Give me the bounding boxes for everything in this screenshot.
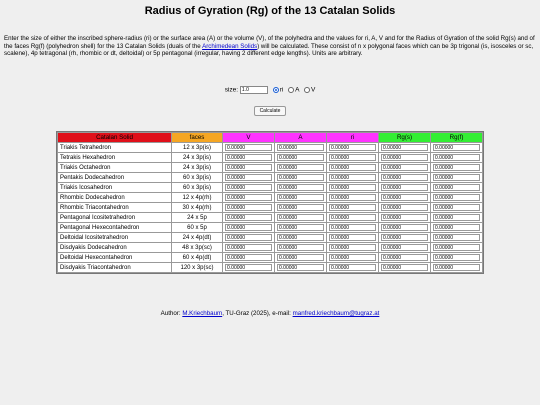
rg-f-value-field[interactable]: 0.00000 xyxy=(433,224,480,231)
rg-s-cell xyxy=(379,223,430,232)
results-table xyxy=(56,131,484,274)
table-row xyxy=(58,253,482,262)
ri-cell xyxy=(327,243,378,252)
table-row xyxy=(58,233,482,242)
rg-f-cell xyxy=(431,253,482,262)
rg-s-value-field[interactable]: 0.00000 xyxy=(381,174,428,181)
rg-f-value-field[interactable]: 0.00000 xyxy=(433,244,480,251)
a-cell xyxy=(275,163,326,172)
a-cell xyxy=(275,143,326,152)
faces-cell: 12 x 4p(rh) xyxy=(172,193,222,202)
v-cell xyxy=(223,173,274,182)
table-row xyxy=(58,243,482,252)
solid-name-cell: Pentakis Dodecahedron xyxy=(58,173,171,182)
author-label: Author: xyxy=(160,310,181,317)
ri-value-field[interactable]: 0.00000 xyxy=(329,254,376,261)
radio-v-label: V xyxy=(310,86,316,94)
ri-value-field[interactable]: 0.00000 xyxy=(329,244,376,251)
rg-s-value-field[interactable]: 0.00000 xyxy=(381,154,428,161)
ri-cell xyxy=(327,183,378,192)
a-value-field[interactable]: 0.00000 xyxy=(277,264,324,271)
rg-s-cell xyxy=(379,263,430,272)
size-input[interactable] xyxy=(240,86,268,94)
table-row xyxy=(58,193,482,202)
rg-s-cell xyxy=(379,163,430,172)
table-row xyxy=(58,213,482,222)
v-cell xyxy=(223,243,274,252)
v-cell xyxy=(223,213,274,222)
v-value-field[interactable]: 0.00000 xyxy=(225,144,272,151)
rg-s-value-field[interactable]: 0.00000 xyxy=(381,224,428,231)
v-cell xyxy=(223,203,274,212)
solid-name-cell: Disdyakis Triacontahedron xyxy=(58,263,171,272)
rg-f-cell xyxy=(431,223,482,232)
rg-f-cell xyxy=(431,213,482,222)
rg-s-cell xyxy=(379,233,430,242)
radio-v[interactable] xyxy=(304,87,310,93)
faces-cell: 120 x 3p(sc) xyxy=(172,263,222,272)
solid-name-cell: Deltoidal Hexecontahedron xyxy=(58,253,171,262)
rg-s-value-field[interactable]: 0.00000 xyxy=(381,234,428,241)
author-footer xyxy=(0,310,540,317)
faces-cell: 24 x 3p(is) xyxy=(172,163,222,172)
v-cell xyxy=(223,233,274,242)
table-row xyxy=(58,263,482,272)
rg-s-cell xyxy=(379,173,430,182)
faces-cell: 48 x 3p(sc) xyxy=(172,243,222,252)
rg-f-cell xyxy=(431,173,482,182)
rg-s-cell xyxy=(379,153,430,162)
ri-value-field[interactable]: 0.00000 xyxy=(329,174,376,181)
v-value-field[interactable]: 0.00000 xyxy=(225,174,272,181)
a-value-field[interactable]: 0.00000 xyxy=(277,234,324,241)
rg-s-cell xyxy=(379,203,430,212)
header-ri: ri xyxy=(327,133,378,142)
v-value-field[interactable]: 0.00000 xyxy=(225,224,272,231)
rg-f-value-field[interactable]: 0.00000 xyxy=(433,194,480,201)
rg-f-value-field[interactable]: 0.00000 xyxy=(433,154,480,161)
a-value-field[interactable]: 0.00000 xyxy=(277,244,324,251)
table-row xyxy=(58,153,482,162)
v-cell xyxy=(223,163,274,172)
ri-value-field[interactable]: 0.00000 xyxy=(329,194,376,201)
a-value-field[interactable]: 0.00000 xyxy=(277,144,324,151)
table-body xyxy=(58,143,482,272)
ri-value-field[interactable]: 0.00000 xyxy=(329,204,376,211)
rg-f-value-field[interactable]: 0.00000 xyxy=(433,264,480,271)
header-catalan-solid: Catalan Solid xyxy=(58,133,171,142)
solid-name-cell: Triakis Tetrahedron xyxy=(58,143,171,152)
a-cell xyxy=(275,223,326,232)
v-value-field[interactable]: 0.00000 xyxy=(225,264,272,271)
v-cell xyxy=(223,263,274,272)
rg-s-value-field[interactable]: 0.00000 xyxy=(381,214,428,221)
ri-value-field[interactable]: 0.00000 xyxy=(329,144,376,151)
v-value-field[interactable]: 0.00000 xyxy=(225,254,272,261)
rg-f-value-field[interactable]: 0.00000 xyxy=(433,144,480,151)
a-cell xyxy=(275,183,326,192)
faces-cell: 60 x 5p xyxy=(172,223,222,232)
archimedean-solids-link[interactable]: Archimedean Solids xyxy=(202,42,258,50)
faces-cell: 12 x 3p(is) xyxy=(172,143,222,152)
ri-cell xyxy=(327,253,378,262)
v-cell xyxy=(223,193,274,202)
rg-f-cell xyxy=(431,183,482,192)
rg-f-cell xyxy=(431,263,482,272)
rg-s-cell xyxy=(379,143,430,152)
a-value-field[interactable]: 0.00000 xyxy=(277,204,324,211)
rg-s-value-field[interactable]: 0.00000 xyxy=(381,194,428,201)
rg-f-value-field[interactable]: 0.00000 xyxy=(433,164,480,171)
v-value-field[interactable]: 0.00000 xyxy=(225,194,272,201)
ri-cell xyxy=(327,203,378,212)
ri-cell xyxy=(327,173,378,182)
rg-s-value-field[interactable]: 0.00000 xyxy=(381,254,428,261)
header-rg-f: Rg(f) xyxy=(431,133,482,142)
faces-cell: 60 x 3p(is) xyxy=(172,173,222,182)
a-cell xyxy=(275,233,326,242)
rg-s-value-field[interactable]: 0.00000 xyxy=(381,164,428,171)
rg-f-cell xyxy=(431,153,482,162)
table-row xyxy=(58,183,482,192)
solid-name-cell: Rhombic Triacontahedron xyxy=(58,203,171,212)
solid-name-cell: Pentagonal Icositetrahedron xyxy=(58,213,171,222)
rg-f-cell xyxy=(431,193,482,202)
rg-f-cell xyxy=(431,143,482,152)
rg-f-cell xyxy=(431,233,482,242)
ri-cell xyxy=(327,163,378,172)
page-title: Radius of Gyration (Rg) of the 13 Catalan Solids xyxy=(144,5,396,17)
faces-cell: 60 x 3p(is) xyxy=(172,183,222,192)
a-cell xyxy=(275,253,326,262)
email-link[interactable]: manfred.kriechbaum@tugraz.at xyxy=(292,310,380,317)
radio-ri-label: ri xyxy=(279,86,284,94)
affiliation-text: , TU-Graz (2025), e-mail: xyxy=(222,310,291,317)
faces-cell: 24 x 5p xyxy=(172,213,222,222)
solid-name-cell: Triakis Octahedron xyxy=(58,163,171,172)
rg-s-cell xyxy=(379,213,430,222)
a-value-field[interactable]: 0.00000 xyxy=(277,254,324,261)
header-a: A xyxy=(275,133,326,142)
ri-cell xyxy=(327,153,378,162)
rg-f-cell xyxy=(431,163,482,172)
a-value-field[interactable]: 0.00000 xyxy=(277,194,324,201)
solid-name-cell: Tetrakis Hexahedron xyxy=(58,153,171,162)
a-cell xyxy=(275,173,326,182)
v-value-field[interactable]: 0.00000 xyxy=(225,214,272,221)
intro-paragraph xyxy=(4,35,536,58)
v-cell xyxy=(223,143,274,152)
v-value-field[interactable]: 0.00000 xyxy=(225,154,272,161)
radio-a-label: A xyxy=(295,86,300,94)
v-value-field[interactable]: 0.00000 xyxy=(225,234,272,241)
ri-cell xyxy=(327,223,378,232)
header-faces: faces xyxy=(172,133,222,142)
v-cell xyxy=(223,153,274,162)
solid-name-cell: Pentagonal Hexecontahedron xyxy=(58,223,171,232)
rg-s-cell xyxy=(379,243,430,252)
rg-f-value-field[interactable]: 0.00000 xyxy=(433,204,480,211)
v-value-field[interactable]: 0.00000 xyxy=(225,164,272,171)
ri-value-field[interactable]: 0.00000 xyxy=(329,154,376,161)
a-cell xyxy=(275,213,326,222)
solid-name-cell: Rhombic Dodecahedron xyxy=(58,193,171,202)
v-value-field[interactable]: 0.00000 xyxy=(225,204,272,211)
header-rg-s: Rg(s) xyxy=(379,133,430,142)
a-value-field[interactable]: 0.00000 xyxy=(277,174,324,181)
intro-text-2: ) will be calculated. These consist of n x polygonal faces which can be 3p trigonal (is, isosceles or sc, scalene), 4p tetragonal (rh, rhombic or dt, deltoidal) or 5p pentagonal (irregular, having 2 different edge lengths). Units are arbitrary. xyxy=(4,42,534,58)
faces-cell: 60 x 4p(dt) xyxy=(172,253,222,262)
rg-f-cell xyxy=(431,243,482,252)
table-header-row xyxy=(58,133,482,142)
author-link[interactable]: M.Kriechbaum xyxy=(182,310,223,317)
rg-s-value-field[interactable]: 0.00000 xyxy=(381,204,428,211)
solid-name-cell: Disdyakis Dodecahedron xyxy=(58,243,171,252)
a-value-field[interactable]: 0.00000 xyxy=(277,154,324,161)
faces-cell: 24 x 4p(dt) xyxy=(172,233,222,242)
a-value-field[interactable]: 0.00000 xyxy=(277,184,324,191)
ri-value-field[interactable]: 0.00000 xyxy=(329,184,376,191)
a-value-field[interactable]: 0.00000 xyxy=(277,224,324,231)
solid-name-cell: Triakis Icosahedron xyxy=(58,183,171,192)
rg-s-cell xyxy=(379,183,430,192)
size-label: size: xyxy=(224,86,239,94)
v-cell xyxy=(223,253,274,262)
table-row xyxy=(58,203,482,212)
rg-f-value-field[interactable]: 0.00000 xyxy=(433,174,480,181)
rg-f-value-field[interactable]: 0.00000 xyxy=(433,184,480,191)
table-row xyxy=(58,143,482,152)
a-cell xyxy=(275,153,326,162)
rg-s-value-field[interactable]: 0.00000 xyxy=(381,244,428,251)
ri-cell xyxy=(327,193,378,202)
rg-s-cell xyxy=(379,193,430,202)
table-row xyxy=(58,163,482,172)
a-cell xyxy=(275,243,326,252)
rg-s-cell xyxy=(379,253,430,262)
rg-f-value-field[interactable]: 0.00000 xyxy=(433,214,480,221)
a-value-field[interactable]: 0.00000 xyxy=(277,164,324,171)
ri-cell xyxy=(327,263,378,272)
header-v: V xyxy=(223,133,274,142)
v-value-field[interactable]: 0.00000 xyxy=(225,244,272,251)
rg-f-value-field[interactable]: 0.00000 xyxy=(433,254,480,261)
v-cell xyxy=(223,183,274,192)
ri-value-field[interactable]: 0.00000 xyxy=(329,234,376,241)
solid-name-cell: Deltoidal Icositetrahedron xyxy=(58,233,171,242)
rg-s-value-field[interactable]: 0.00000 xyxy=(381,184,428,191)
table-row xyxy=(58,223,482,232)
ri-value-field[interactable]: 0.00000 xyxy=(329,214,376,221)
a-cell xyxy=(275,193,326,202)
v-value-field[interactable]: 0.00000 xyxy=(225,184,272,191)
rg-s-value-field[interactable]: 0.00000 xyxy=(381,144,428,151)
ri-cell xyxy=(327,213,378,222)
intro-text-1: Enter the size of either the inscribed sphere-radius (ri) or the surface area (A) or the volume (V), of the polyhedra and the values for ri, A, V and for the Radius of Gyration of the solid Rg(s) and of the faces Rg(f) (polyhedron shell) for the 13 Catalan Solids (duals of the xyxy=(4,35,535,50)
size-controls xyxy=(0,86,540,94)
a-cell xyxy=(275,203,326,212)
rg-f-value-field[interactable]: 0.00000 xyxy=(433,234,480,241)
a-value-field[interactable]: 0.00000 xyxy=(277,214,324,221)
rg-s-value-field[interactable]: 0.00000 xyxy=(381,264,428,271)
table-row xyxy=(58,173,482,182)
ri-cell xyxy=(327,143,378,152)
ri-value-field[interactable]: 0.00000 xyxy=(329,164,376,171)
radio-ri[interactable] xyxy=(273,87,279,93)
calculate-button[interactable]: Calculate xyxy=(254,106,286,116)
ri-cell xyxy=(327,233,378,242)
faces-cell: 24 x 3p(is) xyxy=(172,153,222,162)
faces-cell: 30 x 4p(rh) xyxy=(172,203,222,212)
v-cell xyxy=(223,223,274,232)
ri-value-field[interactable]: 0.00000 xyxy=(329,264,376,271)
rg-f-cell xyxy=(431,203,482,212)
a-cell xyxy=(275,263,326,272)
ri-value-field[interactable]: 0.00000 xyxy=(329,224,376,231)
radio-a[interactable] xyxy=(288,87,294,93)
